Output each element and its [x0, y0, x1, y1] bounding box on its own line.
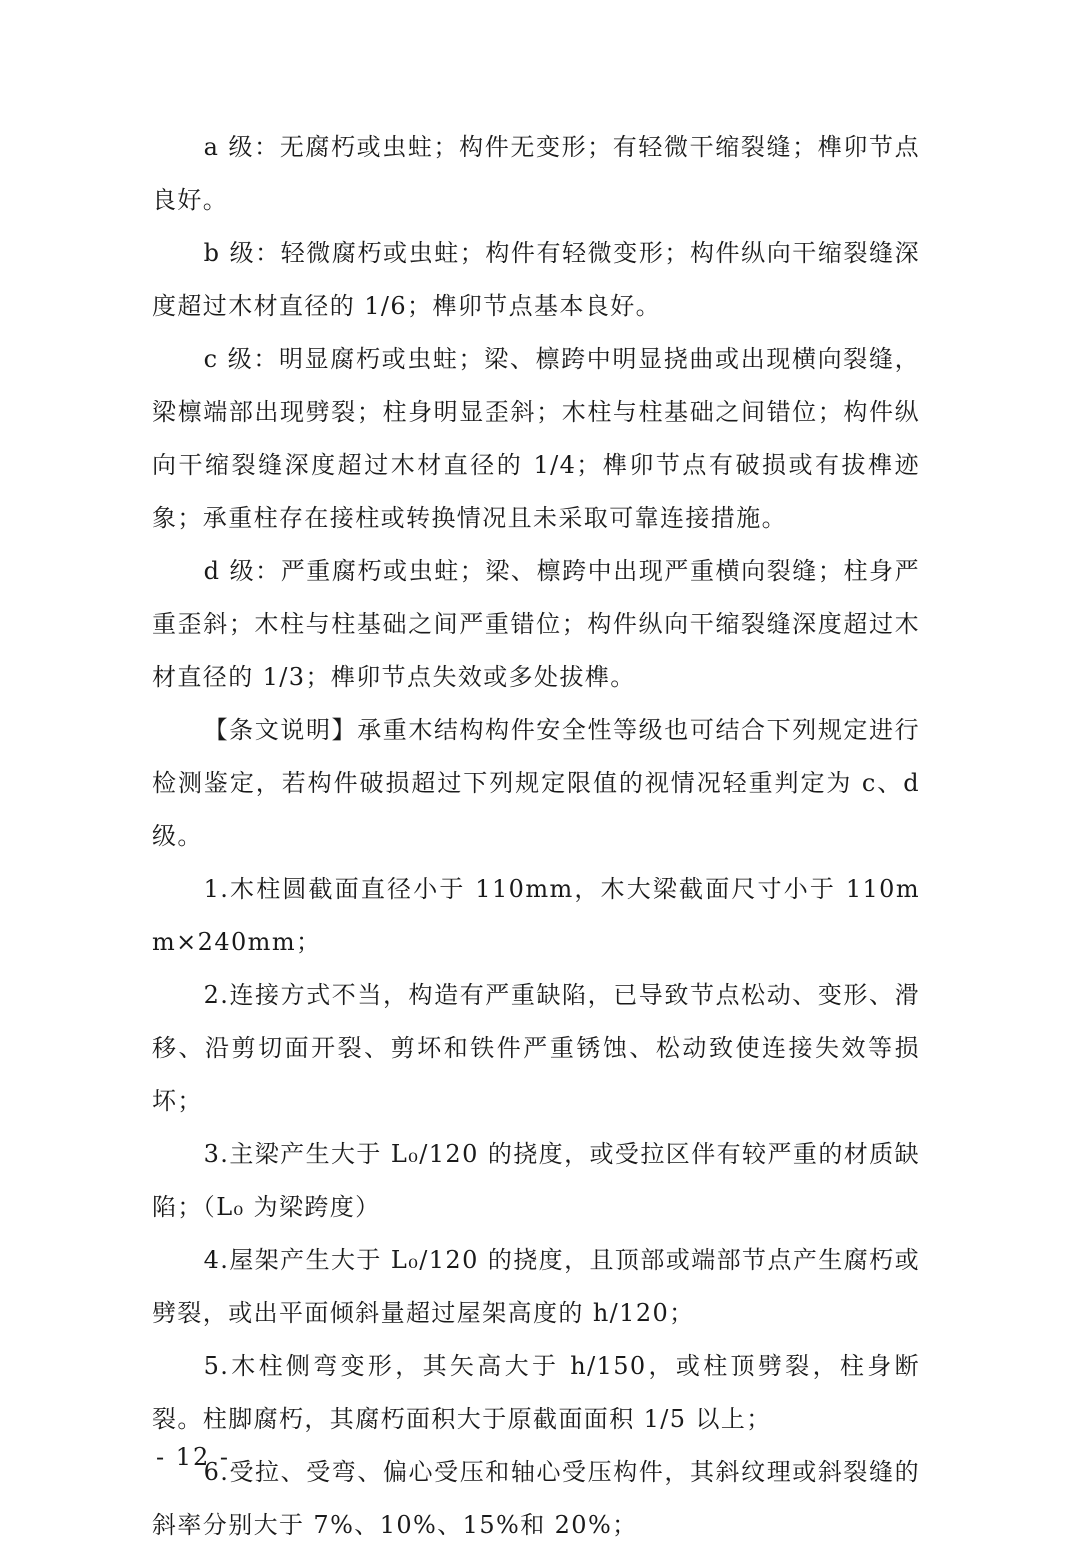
page-number: - 12 -	[156, 1443, 231, 1471]
paragraph-item-6: 6.受拉、受弯、偏心受压和轴心受压构件，其斜纹理或斜裂缝的斜率分别大于 7%、10%、15%和 20%；	[152, 1458, 920, 1539]
paragraph-item-3: 3.主梁产生大于 L₀/120 的挠度，或受拉区伴有较严重的材质缺陷；（L₀ 为梁跨度）	[152, 1140, 920, 1221]
paragraph-grade-c: c 级：明显腐朽或虫蛀；梁、檩跨中明显挠曲或出现横向裂缝，梁檩端部出现劈裂；柱身明显歪斜；木柱与柱基础之间错位；构件纵向干缩裂缝深度超过木材直径的 1/4；榫卯节点有破损或有拔榫迹象；承重柱存在接柱或转换情况且未采取可靠连接措施。	[152, 345, 920, 532]
paragraph-grade-b: b 级：轻微腐朽或虫蛀；构件有轻微变形；构件纵向干缩裂缝深度超过木材直径的 1/6；榫卯节点基本良好。	[152, 239, 920, 320]
paragraph-item-4: 4.屋架产生大于 L₀/120 的挠度，且顶部或端部节点产生腐朽或劈裂，或出平面倾斜量超过屋架高度的 h/120；	[152, 1246, 920, 1327]
paragraph-clause-note: 【条文说明】承重木结构构件安全性等级也可结合下列规定进行检测鉴定，若构件破损超过下列规定限值的视情况轻重判定为 c、d 级。	[152, 716, 920, 850]
paragraph-item-2: 2.连接方式不当，构造有严重缺陷，已导致节点松动、变形、滑移、沿剪切面开裂、剪坏和铁件严重锈蚀、松动致使连接失效等损坏；	[152, 981, 920, 1115]
paragraph-item-1: 1.木柱圆截面直径小于 110mm，木大梁截面尺寸小于 110mm×240mm；	[152, 875, 920, 956]
paragraph-grade-d: d 级：严重腐朽或虫蛀；梁、檩跨中出现严重横向裂缝；柱身严重歪斜；木柱与柱基础之间严重错位；构件纵向干缩裂缝深度超过木材直径的 1/3；榫卯节点失效或多处拔榫。	[152, 557, 920, 691]
paragraph-item-5: 5.木柱侧弯变形，其矢高大于 h/150，或柱顶劈裂，柱身断裂。柱脚腐朽，其腐朽面积大于原截面面积 1/5 以上；	[152, 1352, 920, 1433]
paragraph-grade-a: a 级：无腐朽或虫蛀；构件无变形；有轻微干缩裂缝；榫卯节点良好。	[152, 133, 920, 214]
page-body	[152, 121, 920, 1552]
